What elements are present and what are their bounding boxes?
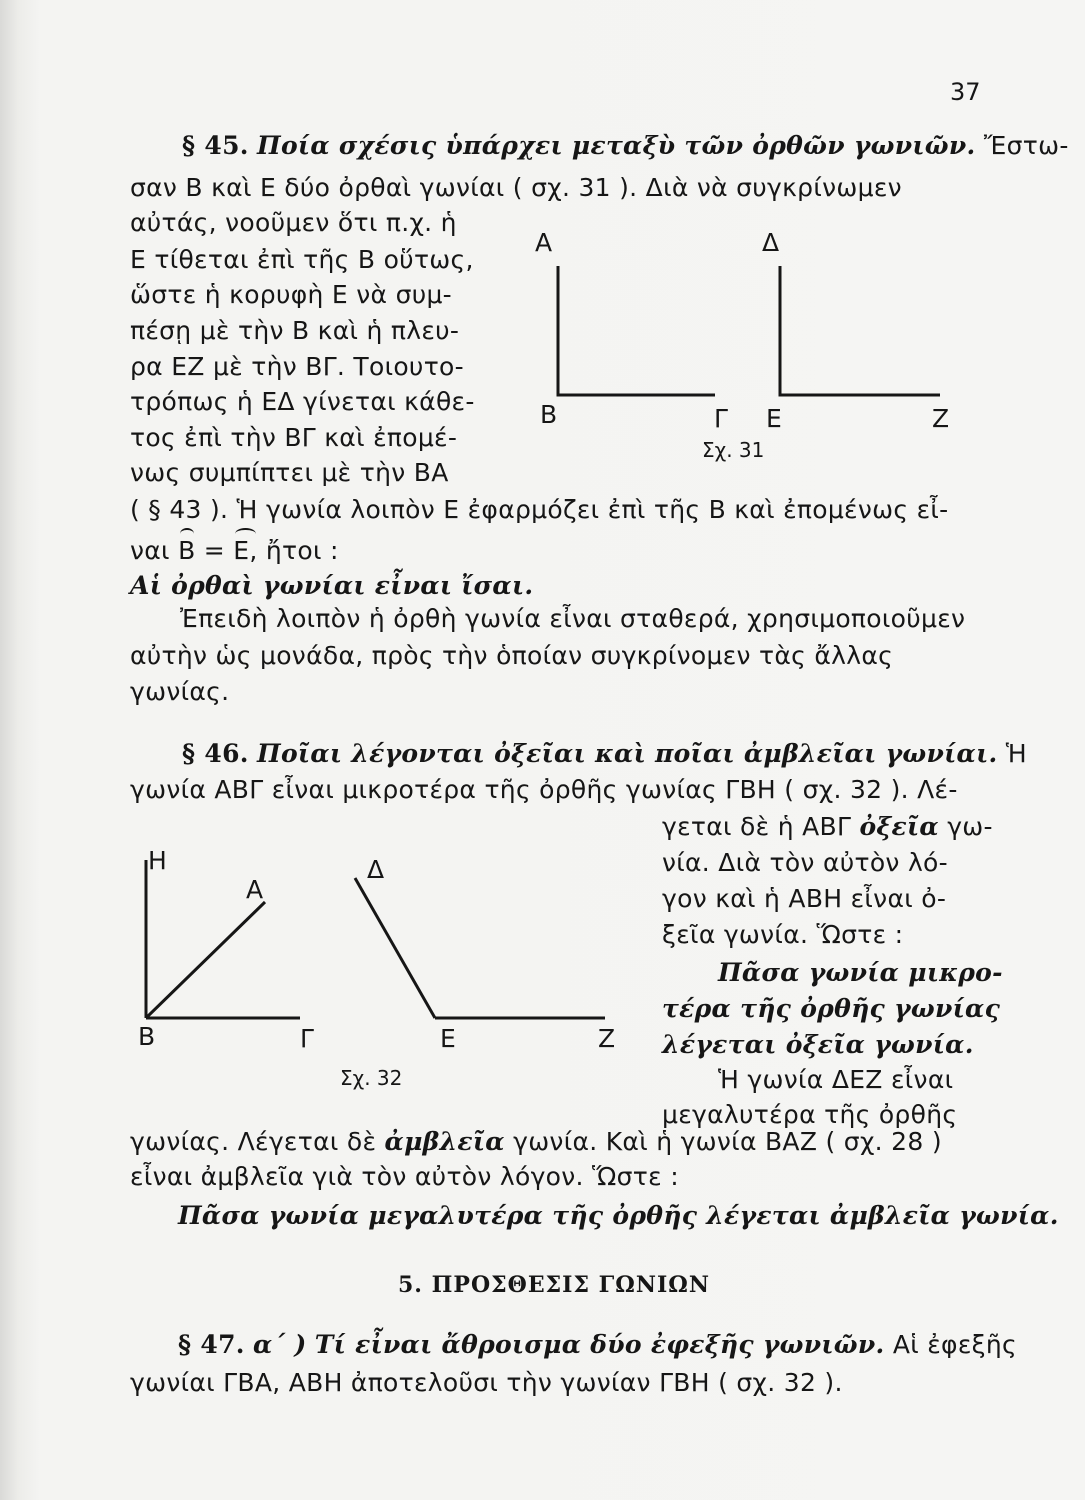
- fig32-label-e: Ε: [440, 1024, 456, 1053]
- fig32-label-b: Β: [138, 1022, 156, 1051]
- s47-question: Τί εἶναι ἄθροισμα δύο ἐφεξῆς γωνιῶν.: [314, 1330, 885, 1359]
- obtuse-term: ἀμβλεῖα: [384, 1127, 505, 1156]
- acute-term: ὀξεῖα: [859, 812, 939, 841]
- figure-31: [540, 230, 970, 470]
- fig31-label-z: Ζ: [932, 404, 950, 433]
- s46-question: Ποῖαι λέγονται ὀξεῖαι καὶ ποῖαι ἀμβλεῖαι γωνίαι.: [257, 739, 998, 768]
- s45-after-line: Ἐπειδὴ λοιπὸν ἡ ὀρθὴ γωνία εἶναι σταθερά, χρησιμοποιοῦμεν: [180, 604, 966, 633]
- s46-obtuse-line: εἶναι ἀμβλεῖα γιὰ τὸν αὐτὸν λόγον. Ὥστε :: [130, 1162, 679, 1191]
- s45-line: ρα ΕΖ μὲ τὴν ΒΓ. Τοιουτο-: [130, 352, 464, 381]
- ray-ba: [146, 902, 265, 1018]
- fig31-caption: Σχ. 31: [702, 438, 765, 462]
- acute-rule-line: λέγεται ὀξεῖα γωνία.: [662, 1030, 974, 1059]
- s46-text: Ἡ: [1005, 739, 1027, 768]
- s47-number: § 47.: [178, 1330, 245, 1359]
- acute-rule-line: Πᾶσα γωνία μικρο-: [718, 958, 1003, 987]
- fig32-label-h: Η: [148, 846, 167, 875]
- s45-line: τρόπως ἡ ΕΔ γίνεται κάθε-: [130, 387, 475, 416]
- angle-e: Ε,: [233, 536, 258, 565]
- s46-line: γωνία ΑΒΓ εἶναι μικροτέρα τῆς ὀρθῆς γωνίας ΓΒΗ ( σχ. 32 ). Λέ-: [130, 775, 958, 804]
- s45-text: Ἔστω-: [983, 131, 1069, 160]
- s46-text: γωνίας. Λέγεται δὲ: [130, 1127, 377, 1156]
- fig31-label-b: Β: [540, 400, 558, 429]
- s45-equation-line: [130, 538, 339, 563]
- angle-b-lines: [558, 266, 715, 395]
- s45-question: Ποία σχέσις ὑπάρχει μεταξὺ τῶν ὀρθῶν γωνιῶν.: [257, 131, 976, 160]
- s45-line: νως συμπίπτει μὲ τὴν ΒΑ: [130, 458, 449, 487]
- s46-line: νία. Διὰ τὸν αὐτὸν λό-: [662, 848, 948, 877]
- equals-sign: =: [203, 536, 226, 565]
- s45-text: ἤτοι :: [265, 536, 339, 565]
- s45-line: σαν Β καὶ Ε δύο ὀρθαὶ γωνίαι ( σχ. 31 ). Διὰ νὰ συγκρίνωμεν: [130, 173, 902, 202]
- s47-part: α΄ ): [253, 1330, 307, 1359]
- fig32-label-gamma: Γ: [300, 1024, 314, 1053]
- s45-rule: Αἱ ὀρθαὶ γωνίαι εἶναι ἴσαι.: [130, 571, 534, 600]
- s46-line: [662, 814, 993, 839]
- s45-line: αὐτάς, νοοῦμεν ὅτι π.χ. ἡ: [130, 208, 457, 237]
- section-title: 5. ΠΡΟΣΘΕΣΙΣ ΓΩΝΙΩΝ: [398, 1272, 710, 1298]
- s47-heading-line: [178, 1332, 1017, 1357]
- s45-number: § 45.: [182, 131, 249, 160]
- s47-line: γωνίαι ΓΒΑ, ΑΒΗ ἀποτελοῦσι τὴν γωνίαν ΓΒΗ ( σχ. 32 ).: [130, 1368, 843, 1397]
- s46-text: γωνία. Καὶ ἡ γωνία ΒΑΖ ( σχ. 28 ): [513, 1127, 942, 1156]
- s45-line: ὥστε ἡ κορυφὴ Ε νὰ συμ-: [130, 280, 452, 309]
- angle-b: Β: [178, 536, 196, 565]
- fig31-label-e: Ε: [766, 404, 782, 433]
- s45-after-line: γωνίας.: [130, 677, 230, 706]
- fig31-label-gamma: Γ: [714, 404, 728, 433]
- fig31-label-a: Α: [535, 228, 553, 257]
- fig32-label-delta: Δ: [367, 855, 385, 884]
- fig31-label-delta: Δ: [762, 228, 780, 257]
- s46-obtuse-line: Ἡ γωνία ΔΕΖ εἶναι: [718, 1065, 954, 1094]
- s46-text: γεται δὲ ἡ ΑΒΓ: [662, 812, 852, 841]
- s46-line: γον καὶ ἡ ΑΒΗ εἶναι ὀ-: [662, 884, 947, 913]
- fig32-label-z: Ζ: [598, 1024, 616, 1053]
- s45-line: τος ἐπὶ τὴν ΒΓ καὶ ἐπομέ-: [130, 423, 458, 452]
- s46-heading-line: [182, 741, 1027, 766]
- s45-text: ναι: [130, 536, 170, 565]
- s45-line: πέσῃ μὲ τὴν Β καὶ ἡ πλευ-: [130, 316, 460, 345]
- s45-line: ( § 43 ). Ἡ γωνία λοιπὸν Ε ἐφαρμόζει ἐπὶ τῆς Β καὶ ἐπομένως εἶ-: [130, 495, 949, 524]
- page-number: 37: [950, 78, 981, 106]
- fig32-caption: Σχ. 32: [340, 1066, 403, 1090]
- s47-text: Αἱ ἐφεξῆς: [892, 1330, 1017, 1359]
- s46-line: ξεῖα γωνία. Ὥστε :: [662, 920, 904, 949]
- ray-ed: [355, 878, 435, 1018]
- acute-rule-line: τέρα τῆς ὀρθῆς γωνίας: [662, 994, 1001, 1023]
- s46-text: γω-: [947, 812, 993, 841]
- s46-obtuse-line: μεγαλυτέρα τῆς ὀρθῆς: [662, 1100, 958, 1129]
- s46-number: § 46.: [182, 739, 249, 768]
- s45-line: Ε τίθεται ἐπὶ τῆς Β οὕτως,: [130, 245, 474, 274]
- s46-obtuse-line: [130, 1129, 942, 1154]
- fig32-label-a: Α: [246, 875, 264, 904]
- obtuse-rule: Πᾶσα γωνία μεγαλυτέρα τῆς ὀρθῆς λέγεται ἀμβλεῖα γωνία.: [178, 1201, 1059, 1230]
- angle-e-lines: [780, 266, 940, 395]
- s45-heading-line: [182, 133, 1069, 158]
- s45-after-line: αὐτὴν ὡς μονάδα, πρὸς τὴν ὁποίαν συγκρίνομεν τὰς ἄλλας: [130, 641, 894, 670]
